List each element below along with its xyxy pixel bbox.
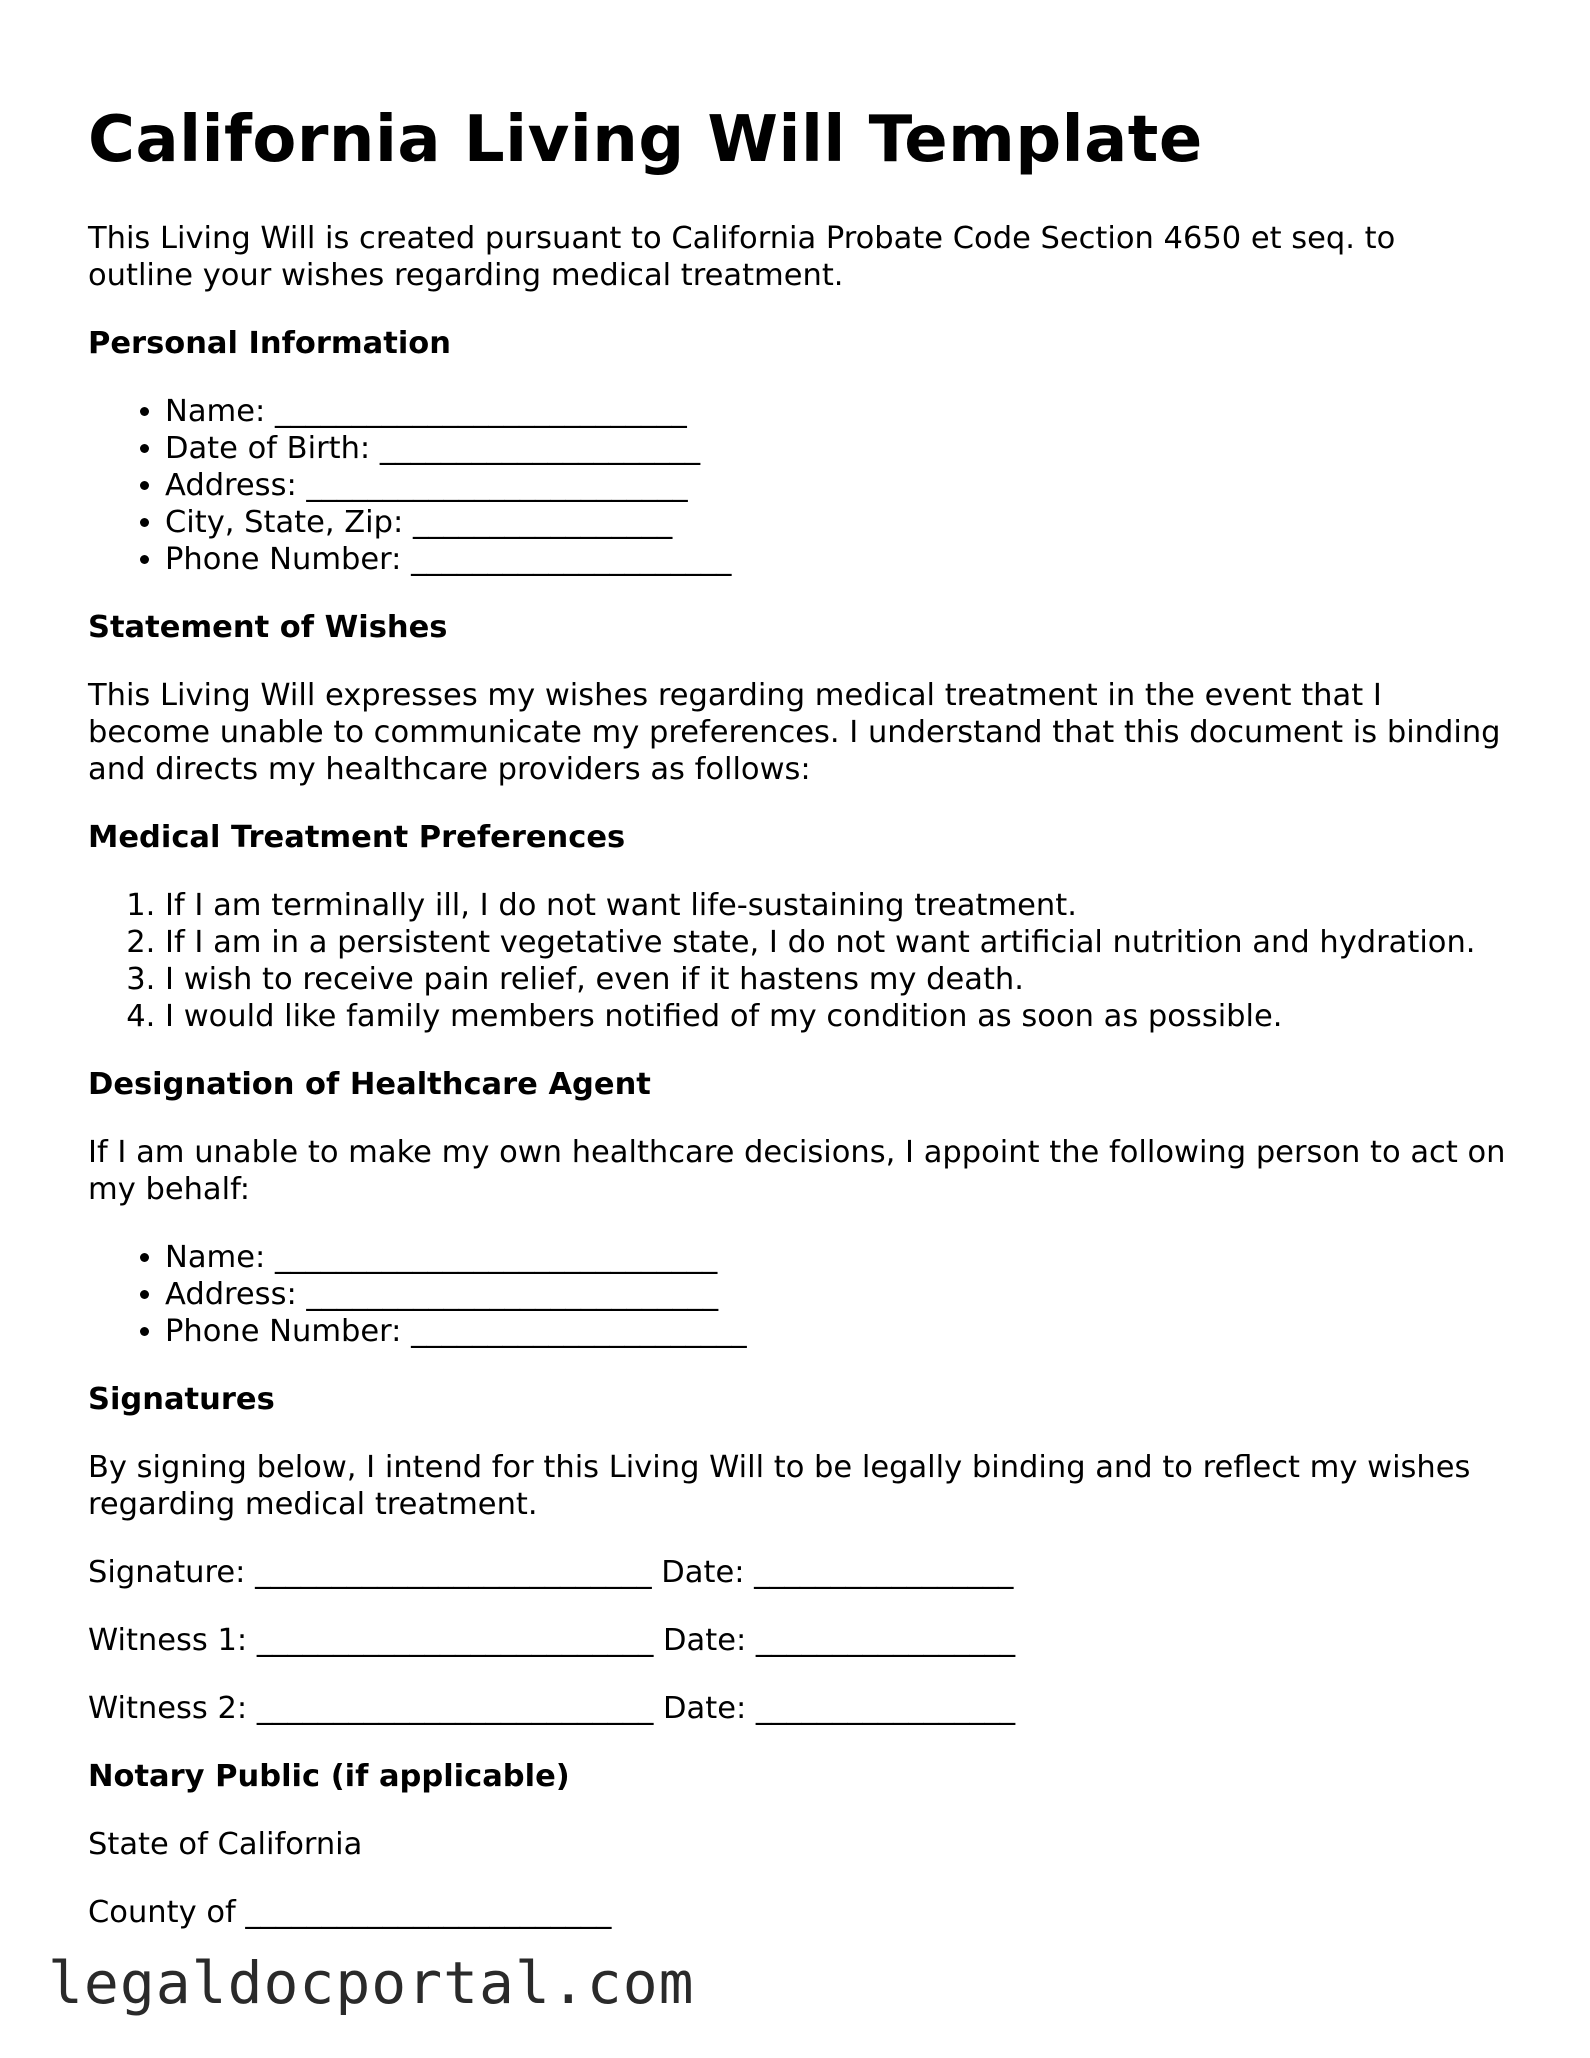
agent-address-field[interactable]: • Address: ___________________________ (165, 1276, 1508, 1313)
wishes-heading: Statement of Wishes (88, 610, 448, 645)
witness-2-line[interactable]: Witness 2: __________________________ Date: _________________ (88, 1691, 1016, 1726)
page-title: California Living Will Template (88, 103, 1203, 177)
notary-state: State of California (88, 1827, 363, 1862)
personal-name-field[interactable]: • Name: ___________________________ (165, 393, 1508, 430)
agent-phone-field[interactable]: • Phone Number: ______________________ (165, 1313, 1508, 1350)
notary-county-field[interactable]: County of ________________________ (88, 1895, 612, 1930)
treatment-heading: Medical Treatment Preferences (88, 820, 626, 855)
treatment-item: 4. I would like family members notified of my condition as soon as possible. (165, 998, 1508, 1035)
agent-paragraph: If I am unable to make my own healthcare decisions, I appoint the following person to act on my behalf: (88, 1135, 1506, 1207)
treatment-item: 2. If I am in a persistent vegetative state, I do not want artificial nutrition and hydration. (165, 924, 1508, 961)
personal-address-field[interactable]: • Address: _________________________ (165, 467, 1508, 504)
treatment-item: 3. I wish to receive pain relief, even if it hastens my death. (165, 961, 1508, 998)
intro-paragraph: This Living Will is created pursuant to California Probate Code Section 4650 et seq. to outline your wishes regarding medical treatment. (88, 221, 1396, 293)
agent-name-field[interactable]: • Name: _____________________________ (165, 1239, 1508, 1276)
personal-info-heading: Personal Information (88, 326, 451, 361)
personal-info-list (88, 393, 1508, 578)
agent-heading: Designation of Healthcare Agent (88, 1067, 651, 1102)
wishes-paragraph: This Living Will expresses my wishes regarding medical treatment in the event that I become unable to communicate my preferences. I understand that this document is binding and directs my healthcare providers as follows: (88, 678, 1501, 787)
signature-line[interactable]: Signature: __________________________ Date: _________________ (88, 1555, 1014, 1590)
watermark-logo: legaldocportal.com (48, 1949, 695, 2017)
notary-heading: Notary Public (if applicable) (88, 1759, 570, 1794)
signatures-heading: Signatures (88, 1382, 275, 1417)
treatment-list (88, 887, 1508, 1035)
personal-city-state-zip-field[interactable]: • City, State, Zip: _________________ (165, 504, 1508, 541)
personal-phone-field[interactable]: • Phone Number: _____________________ (165, 541, 1508, 578)
personal-dob-field[interactable]: • Date of Birth: _____________________ (165, 430, 1508, 467)
treatment-item: 1. If I am terminally ill, I do not want life-sustaining treatment. (165, 887, 1508, 924)
witness-1-line[interactable]: Witness 1: __________________________ Date: _________________ (88, 1623, 1016, 1658)
document-page (88, 100, 1508, 1962)
signatures-paragraph: By signing below, I intend for this Living Will to be legally binding and to reflect my wishes regarding medical treatment. (88, 1450, 1471, 1522)
agent-list (88, 1239, 1508, 1350)
